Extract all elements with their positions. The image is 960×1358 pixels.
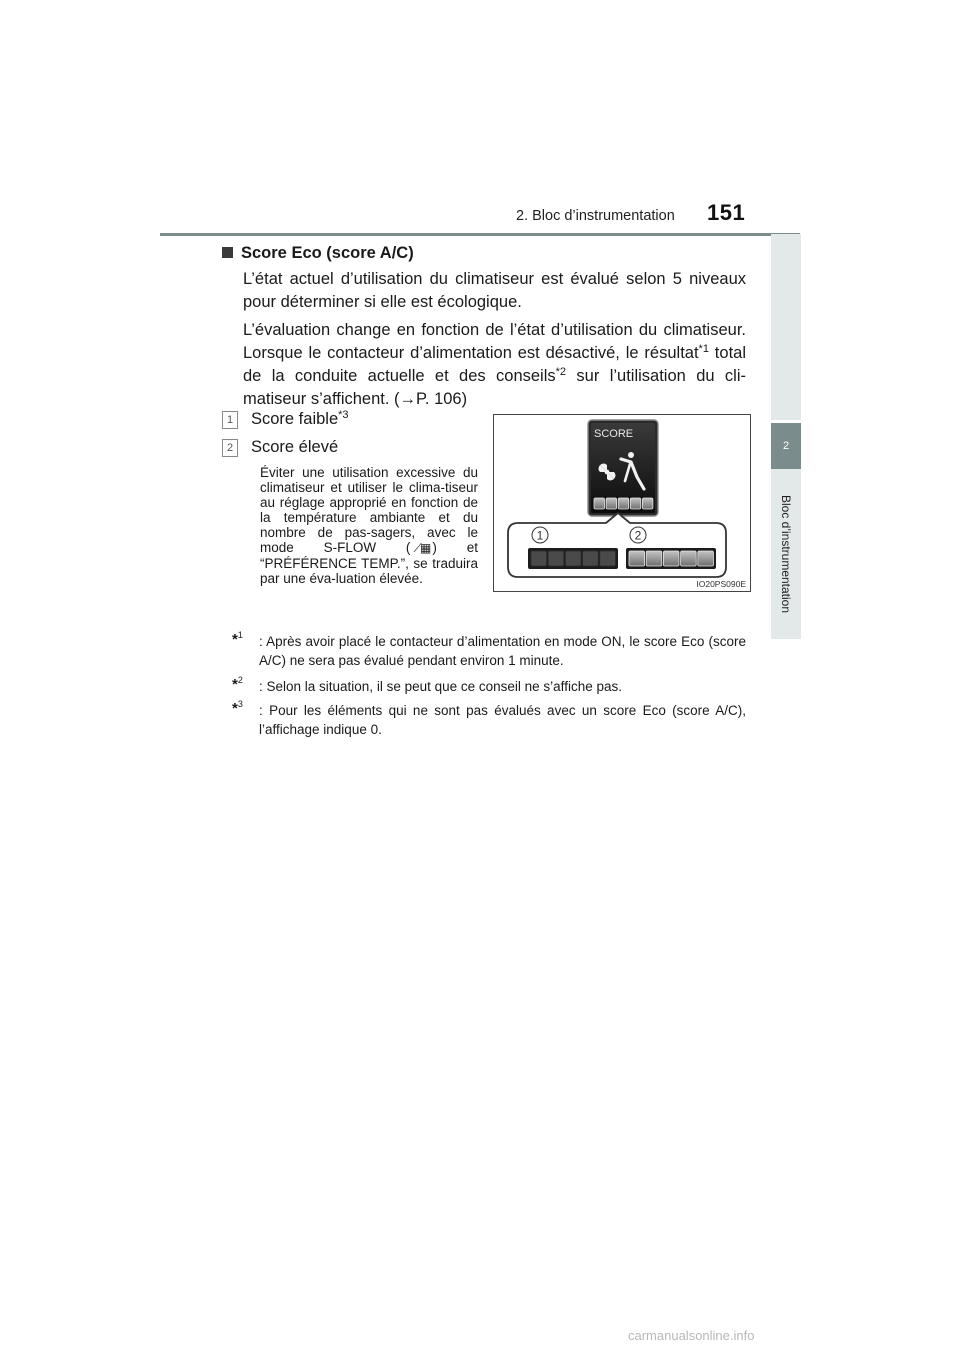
side-tab-chapter-number: 2 (771, 423, 801, 469)
screen-score-cell-5 (642, 498, 653, 509)
watermark: carmanualsonline.info (628, 1328, 755, 1343)
footnote-text: : Après avoir placé le contacteur d’alimentation en mode ON, le score Eco (score A/C) ne sera pas évalué pendant environ 1 minute. (259, 634, 746, 668)
footnote-marker: *$^2$ (232, 675, 243, 693)
chapter-title: 2. Bloc d’instrumentation (516, 208, 675, 224)
arrow-icon: → (399, 390, 417, 408)
intro-paragraph: L’état actuel d’utilisation du climatiseur est évalué selon 5 niveaux pour déterminer si elle est écologique. (243, 270, 746, 311)
footnote-marker: *$^1$ (232, 630, 243, 648)
screen-score-bar (594, 498, 653, 509)
figure-code: IO20PS090E (696, 579, 746, 589)
footnote-ref-3: *3 (338, 409, 349, 421)
section-heading (222, 244, 414, 263)
high-score-cell-2 (646, 551, 662, 566)
high-score-cell-4 (681, 551, 697, 566)
page-reference-link[interactable]: P. 106) (416, 390, 468, 408)
footnote-text: : Selon la situation, il se peut que ce conseil ne s’affiche pas. (259, 679, 622, 694)
section-heading-text: Score Eco (score A/C) (241, 244, 414, 262)
high-score-cell-3 (663, 551, 679, 566)
callout-label-2: 2 (634, 528, 642, 543)
footnote-1 (232, 632, 746, 670)
list-item-label: Score faible (251, 410, 339, 428)
footnote-3 (232, 701, 746, 739)
square-bullet-icon (222, 247, 233, 258)
low-score-cell-5 (600, 551, 616, 566)
list-item-low-score (222, 410, 349, 429)
high-score-bar (629, 551, 713, 566)
low-score-cell-1 (531, 551, 547, 566)
high-score-cell-1 (629, 551, 645, 566)
footnote-ref-1: *1 (698, 343, 709, 355)
evaluation-paragraph: L’évaluation change en fonction de l’état d’utilisation du climatiseur. Lorsque le contacteur d’alimentation est désactivé, le résultat$^{*1}$ total de la conduite actuelle et des conseils$^{*2}$ sur l’utilisation du cli-matiseur s’affichent. (→P. 106) (243, 321, 746, 408)
list-item-label: Score élevé (251, 438, 339, 456)
eco-score-illustration (493, 414, 751, 592)
footnote-ref-2: *2 (555, 366, 567, 378)
footnote-2 (232, 677, 746, 696)
callout-label-1: 1 (536, 528, 544, 543)
callout-number-1: 1 (222, 411, 238, 429)
screen-title: SCORE (594, 428, 634, 440)
s-flow-icon: ⟋▦ (413, 541, 430, 555)
footnote-marker: *$^3$ (232, 699, 243, 717)
screen-score-cell-3 (618, 498, 629, 509)
high-score-description: Éviter une utilisation excessive du climatiseur et utiliser le clima-tiseur au réglage approprié en fonction de la température ambiante et du nombre de pas-sagers, avec le mode S-FLOW ( ⟋▦ ) et “PRÉFÉRENCE TEMP.”, se traduira par une éva-luation élevée. (260, 465, 478, 586)
list-item-high-score (222, 438, 338, 457)
low-score-cell-3 (565, 551, 581, 566)
high-score-cell-5 (698, 551, 714, 566)
low-score-bar (531, 551, 615, 566)
screen-score-cell-1 (594, 498, 605, 509)
footnote-text: : Pour les éléments qui ne sont pas évalués avec un score Eco (score A/C), l’affichage indique 0. (259, 703, 746, 737)
eco-score-figure-svg (494, 415, 750, 591)
side-tab-chapter-label: Bloc d’instrumentation (779, 494, 793, 614)
callout-number-2: 2 (222, 439, 238, 457)
header-divider (160, 233, 800, 236)
screen-score-cell-2 (606, 498, 617, 509)
side-tab-background (771, 234, 801, 420)
screen-score-cell-4 (630, 498, 641, 509)
low-score-cell-2 (548, 551, 564, 566)
page-number: 151 (707, 200, 746, 225)
low-score-cell-4 (583, 551, 599, 566)
